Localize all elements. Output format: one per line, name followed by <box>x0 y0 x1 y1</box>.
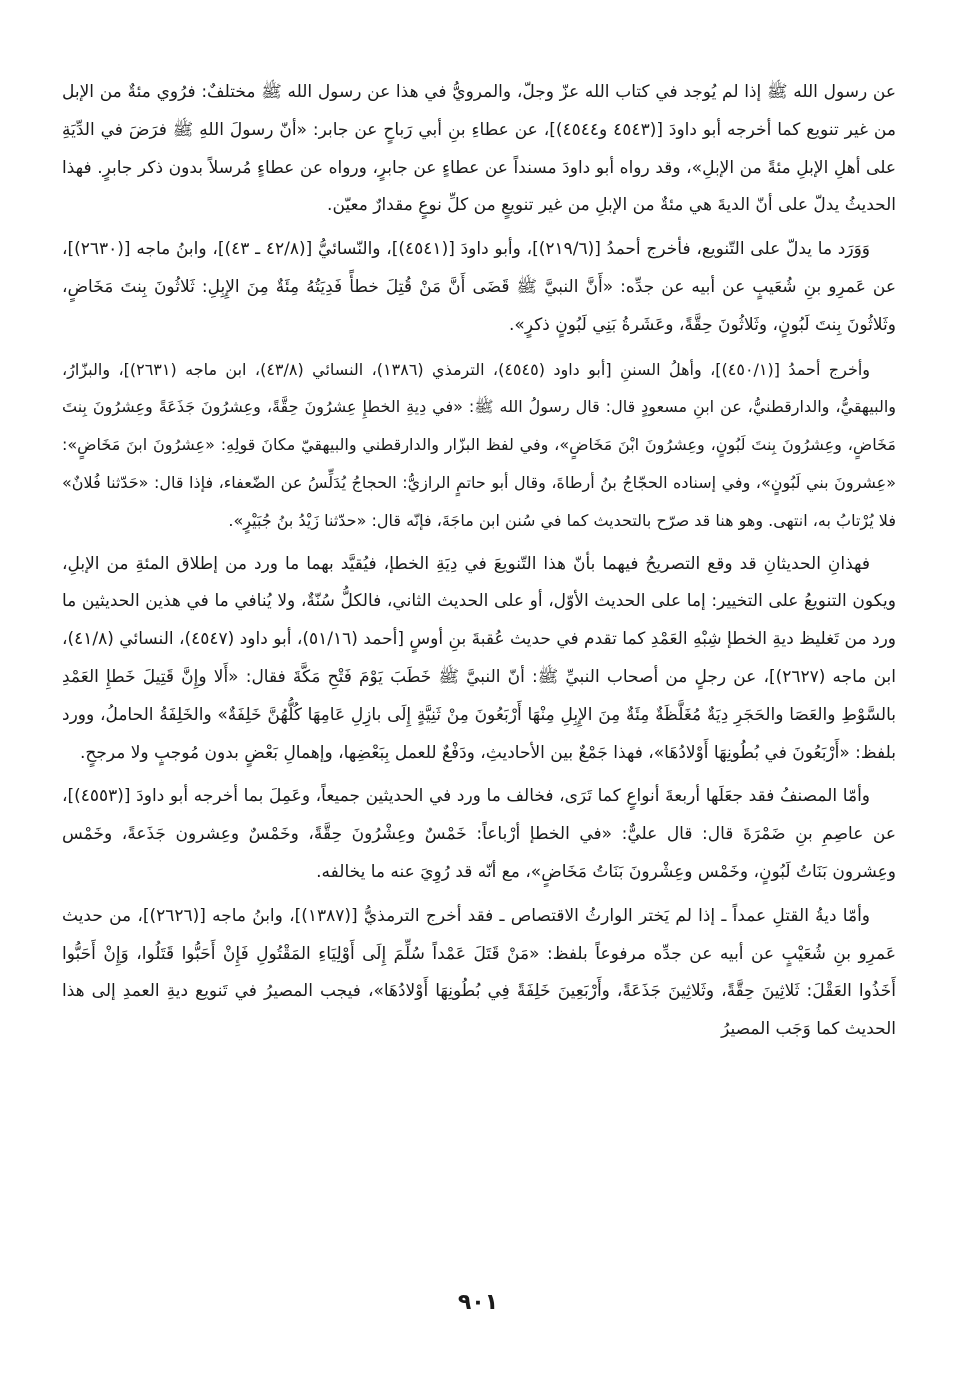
paragraph-5: وأمّا المصنفُ فقد جعَلَها أربعةَ أنواعٍ كما تَرَى، فخالف ما ورد في الحديثين جميعاً، وعَمِلَ بما أخرجه أبو داودَ [(٤٥٥٣)]، عن عاصِمِ بنِ ضَمْرَةَ قال: قال عليٌّ: «في الخطإ أرْباعاً: خَمْسٌ وعِشْرُونَ حِقَّةً، وخَمْسٌ وعِشرون جَذَعةً، وخَمْس وعِشرون بَنَاتُ لَبُونٍ، وخَمْس وعِشْرونَ بَنَاتُ مَخَاضٍ»، مع أنّه قد رُوِيَ عنه ما يخالفه. <box>62 786 896 882</box>
paragraph-1: عن رسول الله ﷺ إذا لم يُوجد في كتاب الله عزّ وجلّ، والمرويُّ في هذا عن رسول الله ﷺ مختلفٌ: فرُوي مئةٌ من الإبل من غير تنويع كما أخرجه أبو داودَ [(٤٥٤٣ و٤٥٤٤)]، عن عطاءِ بنِ أبي رَباحٍ عن جابر: «أنّ رسولَ اللهِ ﷺ فرَضَ في الدِّيَةِ على أهلِ الإبلِ مئةً من الإبلِ»، وقد رواه أبو داودَ مسنداً عن عطاءٍ عن جابرٍ، ورواه عن عطاءٍ مُرسلاً بدون ذكر جابرٍ. فهذا الحديثُ يدلّ على أنّ الديةَ هي مئةٌ من الإبلِ من غير تنويعٍ من كلِّ نوعٍ مقدارٌ معيّن. <box>62 82 896 216</box>
page-body <box>62 74 896 1055</box>
page-number: ٩٠١ <box>457 1290 499 1315</box>
paragraph-3: وأخرج أحمدُ [(٤٥٠/١)]، وأهلُ السننِ [أبو داود (٤٥٤٥)، الترمذي (١٣٨٦)، النسائي (٤٣/٨)، ابن ماجه (٢٦٣١)]، والبزّارُ، والبيهقيُّ، والدارقطنيُّ، عن ابنِ مسعودٍ قال: قال رسولُ الله ﷺ: «في دِيةِ الخطإِ عِشرُونَ حِقَّةً، وعِشرُونَ جَذَعَةً وعِشرُونَ بِنتَ مَخَاضٍ، وعِشرُونَ بِنتَ لَبُونٍ، وعِشرُونَ ابْنَ مَخَاضٍ»، وفي لفظ البزّار والدارقطني والبيهقيّ مكانَ قولِهِ: «عِشرُونَ ابنَ مَخَاضٍ»: «عِشرونَ بني لَبُونٍ»، وفي إسناده الحجّاجُ بنُ أرطاةَ، وقال أبو حاتمٍ الرازيُّ: الحجاجُ يُدَلِّسُ عن الضّعفاء، فإذا قال: «حَدّثنا فُلانٌ» فلا يُرْتابُ به، انتهى. وهو هنا قد صرّح بالتحديث كما في سُنن ابن ماجَةَ، فإنّه قال: «حدّثنا زَيْدُ بنُ جُبَيْرٍ». <box>62 359 896 530</box>
paragraph-6: وأمّا ديةُ القتلِ عمداً ـ إذا لم يَختر الوارثُ الاقتصاص ـ فقد أخرج الترمذيُّ [(١٣٨٧)]، وابنُ ماجه [(٢٦٢٦)]، من حديث عَمرِو بنِ شُعَيْبٍ عن أبيه عن جدِّه مرفوعاً بلفظ: «مَنْ قَتَلَ عَمْداً سُلِّمَ إِلَى أَوْلِيَاءِ المَقْتُولِ فَإِنْ أَحَبُّوا قَتَلُوا، وَإِنْ أَحَبُّوا أَخَذُوا العَقْلَ: ثَلاثِينَ حِقَّةً، وثَلاثِينَ جَذَعَةً، وأَرْبَعِينَ خَلِفَةً فِي بُطُونِهَا أَوْلادُهَا»، فيجب المصيرُ في تَنويع ديةِ العمدِ إلى هذا الحديث كما وَجَب المصيرُ <box>62 905 896 1040</box>
paragraph-4: فهذانِ الحديثانِ قد وقع التصريحُ فيهما بأنّ هذا التّنويعَ في دِيَةِ الخطإ، فيُقيَّد بهما ما ورد من إطلاق المئةِ من الإبلِ، ويكون التنويعُ على التخيير: إما على الحديث الأوّل، أو على الحديث الثاني، فالكلُّ سُنّةٌ، ولا يُنافي ما في هذين الحديثين ما ورد من تَغليظ ديةِ الخطإ شِبْهِ العَمْدِ كما تقدم في حديث عُقبةَ بنِ أوسٍ [أحمد (٥١/١٦)، أبو داود (٤٥٤٧)، النسائي (٤١/٨)، ابن ماجه (٢٦٢٧)]، عن رجلٍ من أصحاب النبيِّ ﷺ: أنّ النبيَّ ﷺ خَطَبَ يَوْمَ فَتْحِ مَكَّةَ فقال: «أَلا وإِنَّ قَتِيلَ خَطإِ العَمْدِ بالسَّوْطِ والعَصَا والحَجَرِ دِيَةٌ مُغَلَّظَةٌ مِئَةٌ مِنَ الإِبِلِ مِنْهَا أَرْبَعُونَ مِنْ ثَنِيَّةٍ إِلَى بازِلِ عَامِهَا كُلُّهُنَّ خَلِفَةٌ» والخَلِفَةُ الحاملُ، وورد بلفظ: «أَرْبَعُونَ في بُطُونِهَا أَوْلادُهَا»، فهذا جَمْعٌ بين الأحاديثِ، ودَفْعٌ للعمل بِبَعْضِها، وإهمالِ بَعْضٍ بدون مُوجبٍ ولا مرجحٍ. <box>62 553 896 763</box>
paragraph-2: وَوَرَد ما يدلّ على التّنويع، فأخرج أحمدُ [(٢١٩/٦)]، وأبو داودَ [(٤٥٤١)]، والنّسائيُّ [(٤٢/٨ ـ ٤٣)]، وابنُ ماجه [(٢٦٣٠)]، عن عَمرِو بنِ شُعَيبٍ عن أبيه عن جدِّه: «أَنَّ النبيَّ ﷺ قَضَى أَنَّ مَنْ قُتِلَ خطأً فَدِيَتُهُ مِئَةٌ مِنَ الإِبِلِ: ثَلاثُونَ بِنتَ مَخَاضٍ، وثَلاثُونَ بِنتَ لَبُونٍ، وثَلاثُونَ حِقَّةً، وعَشَرةُ بَنِي لَبُونٍ ذكرٍ». <box>62 239 896 335</box>
